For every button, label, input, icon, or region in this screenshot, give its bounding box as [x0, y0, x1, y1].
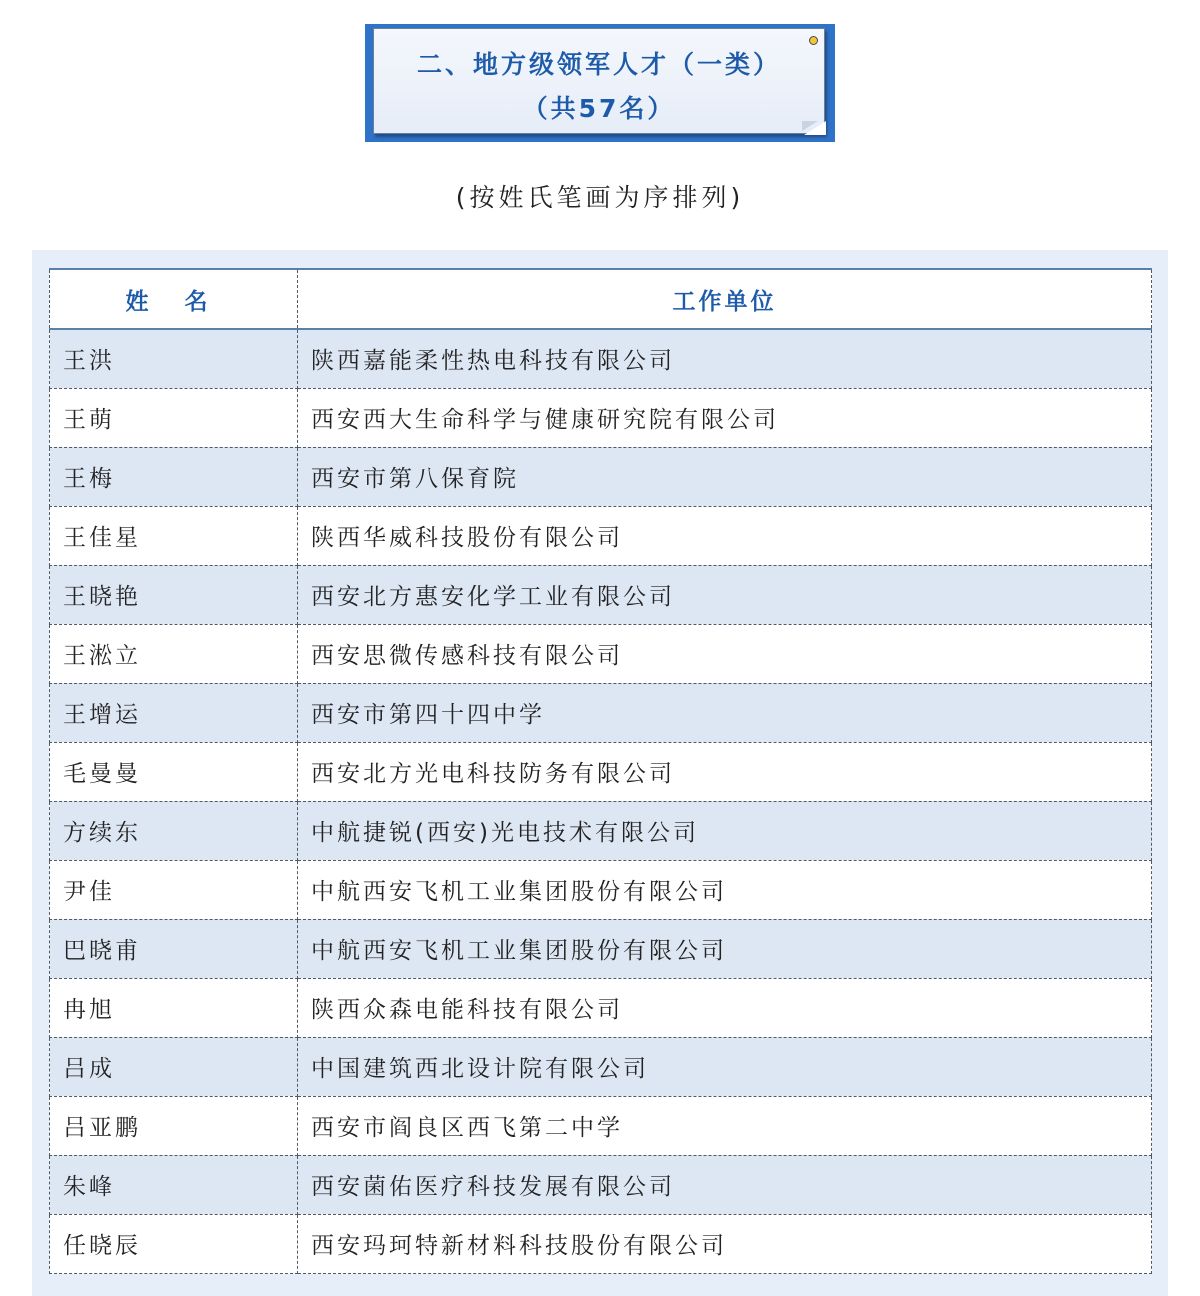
table-row — [50, 742, 1152, 801]
table-row — [50, 1214, 1152, 1273]
work-unit: 西安玛珂特新材料科技股份有限公司 — [298, 1214, 1152, 1273]
work-unit: 西安市第八保育院 — [298, 447, 1152, 506]
pin-dot-icon — [809, 36, 818, 45]
person-name: 王梅 — [50, 447, 298, 506]
work-unit: 陕西华威科技股份有限公司 — [298, 506, 1152, 565]
work-unit: 西安西大生命科学与健康研究院有限公司 — [298, 388, 1152, 447]
title-card — [373, 28, 825, 134]
table-row — [50, 1037, 1152, 1096]
work-unit: 西安菌佑医疗科技发展有限公司 — [298, 1155, 1152, 1214]
talent-table — [49, 268, 1152, 1274]
work-unit: 中航西安飞机工业集团股份有限公司 — [298, 860, 1152, 919]
work-unit: 西安北方惠安化学工业有限公司 — [298, 565, 1152, 624]
table-row — [50, 329, 1152, 388]
table-row — [50, 683, 1152, 742]
sort-note: (按姓氏笔画为序排列) — [455, 183, 745, 212]
table-row — [50, 506, 1152, 565]
table-header-row — [50, 269, 1152, 329]
person-name: 尹佳 — [50, 860, 298, 919]
person-name: 王洪 — [50, 329, 298, 388]
work-unit: 西安北方光电科技防务有限公司 — [298, 742, 1152, 801]
table-row — [50, 447, 1152, 506]
work-unit: 中航捷锐(西安)光电技术有限公司 — [298, 801, 1152, 860]
person-name: 方续东 — [50, 801, 298, 860]
section-count: （共57名） — [522, 94, 676, 123]
person-name: 毛曼曼 — [50, 742, 298, 801]
work-unit: 西安市阎良区西飞第二中学 — [298, 1096, 1152, 1155]
title-banner — [365, 24, 835, 142]
work-unit: 陕西嘉能柔性热电科技有限公司 — [298, 329, 1152, 388]
person-name: 冉旭 — [50, 978, 298, 1037]
table-row — [50, 919, 1152, 978]
column-header-name: 姓 名 — [50, 269, 298, 329]
person-name: 王晓艳 — [50, 565, 298, 624]
person-name: 吕成 — [50, 1037, 298, 1096]
work-unit: 陕西众森电能科技有限公司 — [298, 978, 1152, 1037]
column-header-unit: 工作单位 — [298, 269, 1152, 329]
work-unit: 西安思微传感科技有限公司 — [298, 624, 1152, 683]
person-name: 王佳星 — [50, 506, 298, 565]
person-name: 朱峰 — [50, 1155, 298, 1214]
table-row — [50, 1096, 1152, 1155]
table-row — [50, 388, 1152, 447]
person-name: 任晓辰 — [50, 1214, 298, 1273]
table-row — [50, 565, 1152, 624]
table-row — [50, 624, 1152, 683]
table-row — [50, 978, 1152, 1037]
work-unit: 中国建筑西北设计院有限公司 — [298, 1037, 1152, 1096]
person-name: 王淞立 — [50, 624, 298, 683]
table-row — [50, 860, 1152, 919]
person-name: 巴晓甫 — [50, 919, 298, 978]
table-row — [50, 1155, 1152, 1214]
work-unit: 西安市第四十四中学 — [298, 683, 1152, 742]
person-name: 吕亚鹏 — [50, 1096, 298, 1155]
table-row — [50, 801, 1152, 860]
person-name: 王增运 — [50, 683, 298, 742]
person-name: 王萌 — [50, 388, 298, 447]
section-title: 二、地方级领军人才（一类） — [416, 50, 781, 79]
work-unit: 中航西安飞机工业集团股份有限公司 — [298, 919, 1152, 978]
